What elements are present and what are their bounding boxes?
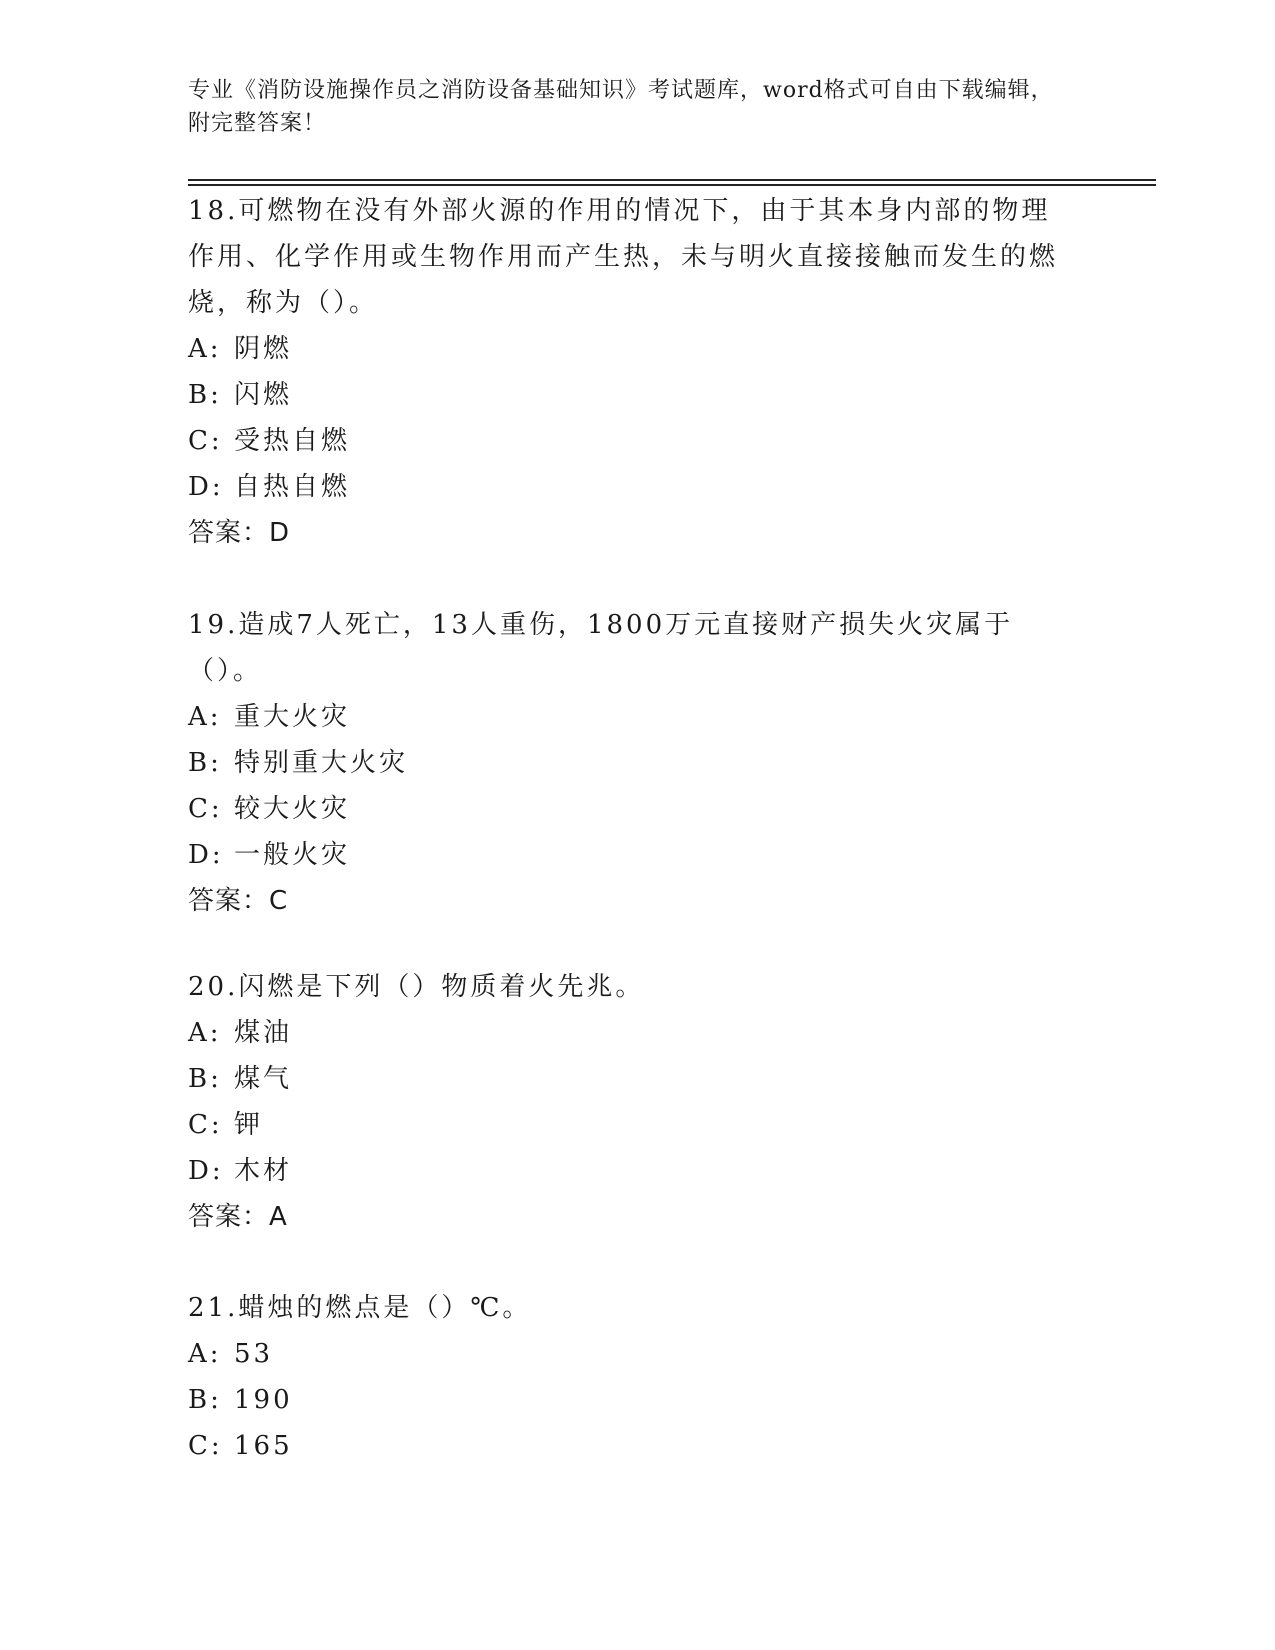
option-key: A:	[188, 1018, 222, 1048]
option-text: 自热自燃	[234, 472, 351, 502]
option-text: 53	[234, 1339, 274, 1369]
option-text: 重大火灾	[234, 702, 351, 732]
question-18	[188, 188, 1088, 556]
option-text: 190	[234, 1385, 293, 1415]
answer-line: 答案：C	[188, 886, 289, 916]
option-b	[188, 740, 1088, 786]
option-a	[188, 694, 1088, 740]
question-21	[188, 1285, 1088, 1469]
question-stem: 20.闪燃是下列（）物质着火先兆。	[188, 972, 645, 1002]
answer-line: 答案：D	[188, 518, 291, 548]
option-text: 闪燃	[234, 380, 293, 410]
option-d	[188, 464, 1088, 510]
option-key: B:	[188, 1385, 222, 1415]
question-19	[188, 602, 1088, 924]
option-b	[188, 1056, 1088, 1102]
header-divider-top	[188, 179, 1156, 181]
option-key: A:	[188, 334, 222, 364]
question-stem: 18.可燃物在没有外部火源的作用的情况下，由于其本身内部的物理作用、化学作用或生物作用而产生热，未与明火直接接触而发生的燃烧，称为（）。	[188, 196, 1059, 318]
option-key: B:	[188, 380, 222, 410]
question-20	[188, 964, 1088, 1240]
option-d	[188, 832, 1088, 878]
option-key: A:	[188, 702, 222, 732]
option-key: D:	[188, 1156, 224, 1186]
header-divider-bottom	[188, 184, 1156, 186]
option-text: 煤气	[234, 1064, 293, 1094]
option-key: D:	[188, 472, 224, 502]
option-text: 165	[234, 1431, 293, 1461]
option-text: 阴燃	[234, 334, 293, 364]
option-key: C:	[188, 426, 223, 456]
question-stem: 19.造成7人死亡，13人重伤，1800万元直接财产损失火灾属于（）。	[188, 610, 1014, 686]
option-key: C:	[188, 1110, 223, 1140]
option-text: 煤油	[234, 1018, 293, 1048]
question-stem: 21.蜡烛的燃点是（）℃。	[188, 1293, 532, 1323]
option-text: 一般火灾	[234, 840, 351, 870]
option-text: 木材	[234, 1156, 293, 1186]
option-c	[188, 786, 1088, 832]
option-key: D:	[188, 840, 224, 870]
option-c	[188, 418, 1088, 464]
option-text: 较大火灾	[234, 794, 351, 824]
option-key: C:	[188, 1431, 223, 1461]
option-text: 特别重大火灾	[234, 748, 409, 778]
option-b	[188, 1377, 1088, 1423]
option-key: B:	[188, 1064, 222, 1094]
option-text: 钾	[234, 1110, 264, 1140]
option-key: B:	[188, 748, 222, 778]
option-a	[188, 1331, 1088, 1377]
option-a	[188, 1010, 1088, 1056]
option-key: C:	[188, 794, 223, 824]
option-c	[188, 1423, 1088, 1469]
option-a	[188, 326, 1088, 372]
option-key: A:	[188, 1339, 222, 1369]
option-b	[188, 372, 1088, 418]
option-c	[188, 1102, 1088, 1148]
option-d	[188, 1148, 1088, 1194]
answer-line: 答案：A	[188, 1202, 288, 1232]
option-text: 受热自燃	[234, 426, 351, 456]
document-header: 专业《消防设施操作员之消防设备基础知识》考试题库，word格式可自由下载编辑，附完整答案！	[188, 78, 1054, 136]
